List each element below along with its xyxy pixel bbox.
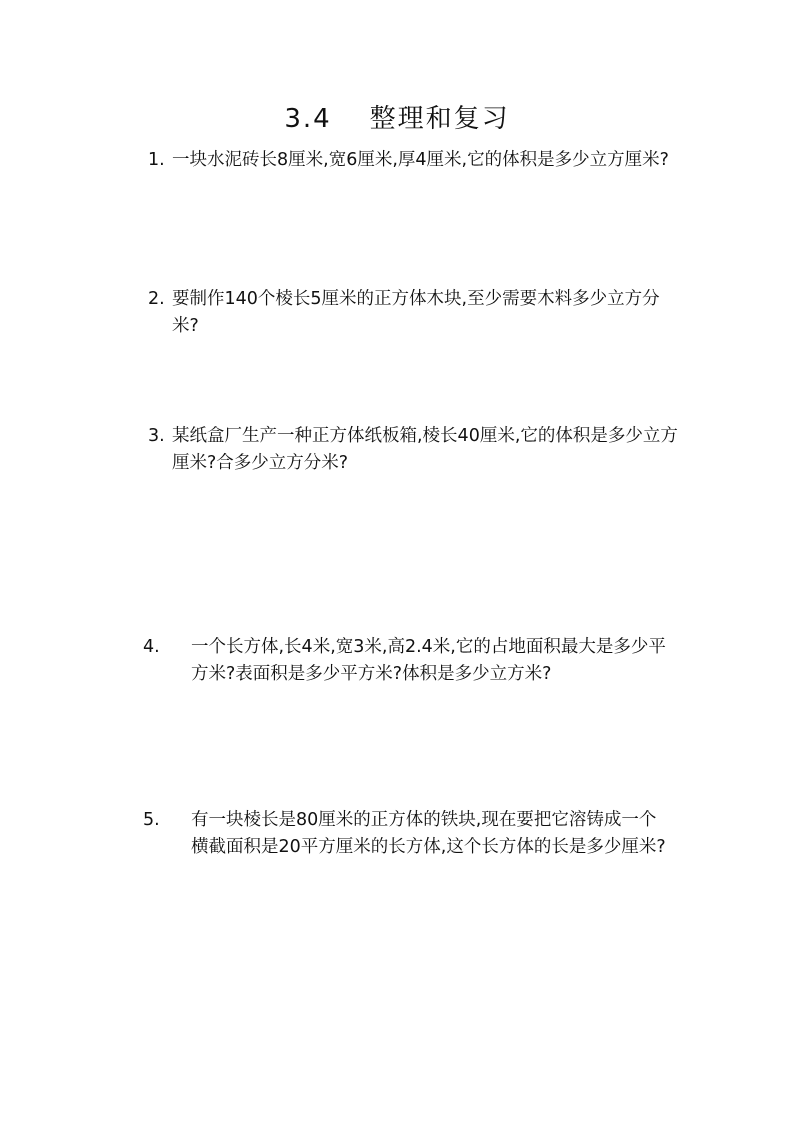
- question-4: [143, 634, 673, 688]
- question-text: 要制作140个棱长5厘米的正方体木块,至少需要木料多少立方分米?: [172, 289, 660, 336]
- question-text: 一个长方体,长4米,宽3米,高2.4米,它的占地面积最大是多少平方米?表面积是多少平方米?体积是多少立方米?: [191, 637, 666, 684]
- section-number: 3.4: [284, 104, 332, 134]
- question-number: 1.: [148, 150, 165, 170]
- question-number: 3.: [148, 426, 165, 446]
- question-text: 有一块棱长是80厘米的正方体的铁块,现在要把它溶铸成一个横截面积是20平方厘米的长方体,这个长方体的长是多少厘米?: [191, 810, 666, 857]
- page-title: [0, 98, 794, 135]
- question-number: 4.: [143, 637, 160, 657]
- question-number: 5.: [143, 810, 160, 830]
- question-3: [148, 423, 678, 477]
- question-text: 一块水泥砖长8厘米,宽6厘米,厚4厘米,它的体积是多少立方厘米?: [172, 150, 669, 170]
- question-2: [148, 286, 678, 340]
- section-title: 整理和复习: [369, 104, 510, 134]
- question-5: [143, 807, 673, 861]
- question-number: 2.: [148, 289, 165, 309]
- question-1: [148, 147, 678, 174]
- question-text: 某纸盒厂生产一种正方体纸板箱,棱长40厘米,它的体积是多少立方厘米?合多少立方分米?: [172, 426, 678, 473]
